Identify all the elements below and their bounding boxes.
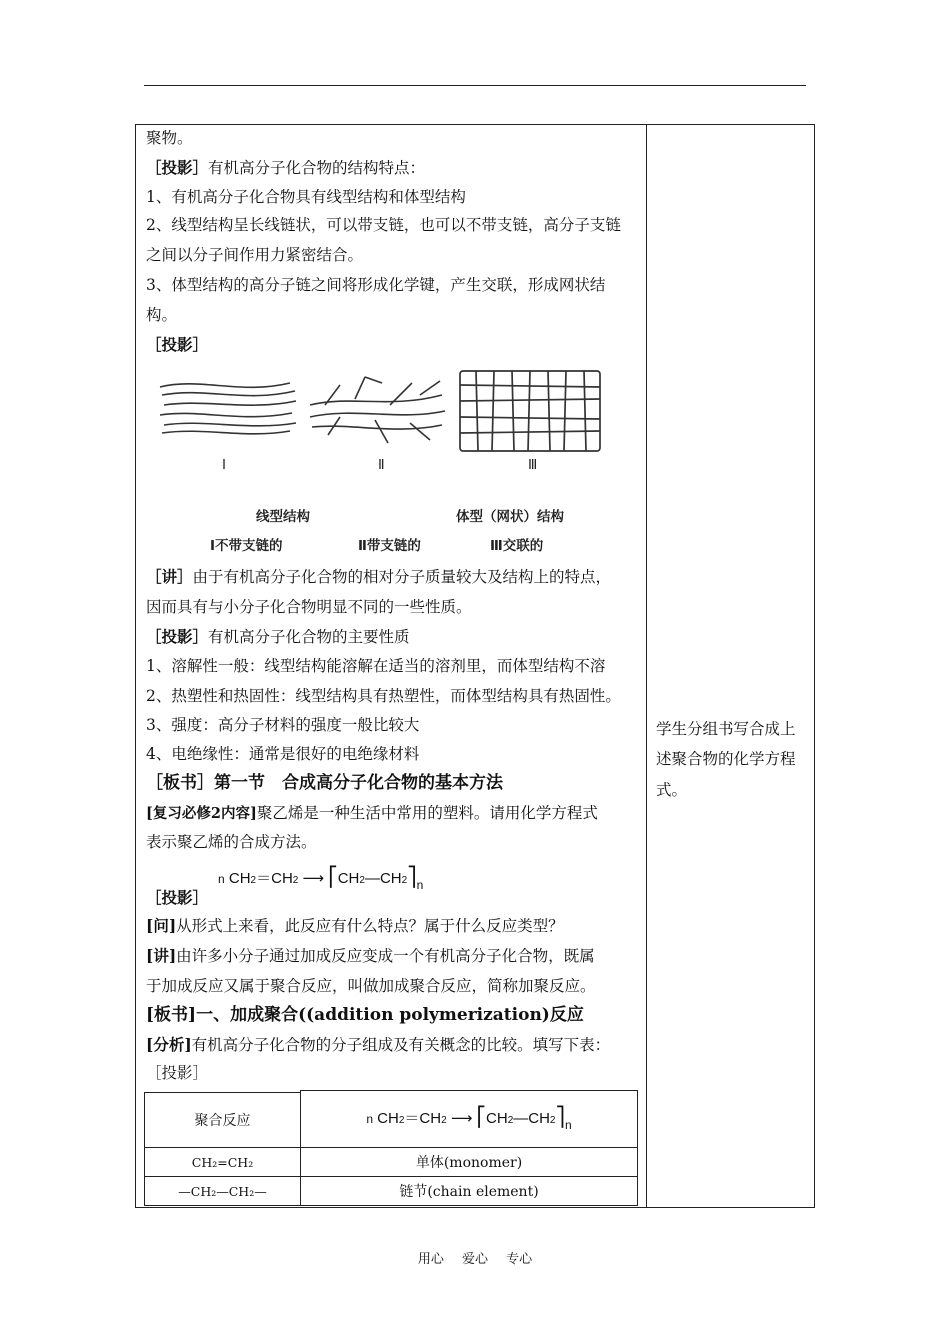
side-note-line: 学生分组书写合成上 [656,720,796,738]
text-line: 表示聚乙烯的合成方法。 [146,833,317,851]
text-line: 2、热塑性和热固性：线型结构具有热塑性，而体型结构具有热固性。 [146,687,621,705]
cell-text: 聚合反应 [194,1113,251,1129]
ch: CH [271,870,293,887]
cell-text: —CH₂—CH₂— [178,1183,267,1199]
polymer-concept-table [144,1090,638,1208]
text-line: 于加成反应又属于聚合反应，叫做加成聚合反应，简称加聚反应。 [146,977,596,995]
table-cell [300,1176,638,1206]
sub: 2 [292,875,299,886]
table-cell [144,1176,301,1206]
text-line [146,566,611,588]
ch: CH [377,1110,399,1127]
label-roman-3: Ⅲ [528,457,538,473]
text-line: 3、强度：高分子材料的强度一般比较大 [146,716,420,734]
text-line: 1、有机高分子化合物具有线型结构和体型结构 [146,188,466,206]
sub-n: n [416,878,424,892]
ch: CH [337,870,360,887]
tag: ［投影］ [146,888,209,907]
board-heading: [板书]一、加成聚合((addition polymerization)反应 [146,1005,584,1025]
text-line [146,945,595,967]
bracket-open: ⎡ [476,1107,487,1128]
arrow-icon: ⟶ [450,1110,473,1127]
ch: CH [419,1110,442,1127]
side-note-line: 式。 [656,781,688,799]
table-cell [300,1090,638,1148]
text-line: 4、电绝缘性：通常是很好的电绝缘材料 [146,745,420,763]
ch: CH [528,1110,550,1127]
text: 从形式上来看，此反应有什么特点？属于什么反应类型？ [176,917,564,935]
text-line: 聚物。 [146,129,193,147]
text-line [146,626,410,648]
tag: [问] [146,916,177,935]
bracket-close: ⎤ [407,867,417,888]
polymer-structure-figure [150,365,640,560]
bond: — [364,870,380,887]
bracket-close: ⎤ [555,1107,565,1128]
coef-n: n [366,1112,373,1126]
text-line: ［投影］ [146,1064,209,1082]
double-bond: ＝ [404,1110,420,1127]
text: 有机高分子化合物的主要性质 [208,628,410,646]
tag: ［投影］ [146,158,209,177]
bracket-open: ⎡ [328,867,338,888]
caption-2: Ⅱ带支链的 [358,538,421,554]
tag: [复习必修2内容] [146,805,257,822]
ch: CH [486,1110,508,1127]
text: 聚乙烯是一种生活中常用的塑料。请用化学方程式 [256,804,598,822]
board-heading: ［板书］第一节 合成高分子化合物的基本方法 [146,773,503,793]
label-network: 体型（网状）结构 [456,509,564,525]
text-line [146,157,425,179]
ch: CH [228,870,251,887]
text-line: 构。 [146,306,178,324]
network-chains [460,371,600,451]
text: 有机高分子化合物的结构特点： [208,159,426,177]
linear-chains [160,383,296,434]
sub: 2 [250,875,257,886]
double-bond: ＝ [256,870,272,887]
cell-text: CH₂=CH₂ [191,1154,254,1170]
tag: ［投影］ [146,627,209,646]
tag: [分析] [146,1035,192,1054]
tag: [讲] [146,946,177,965]
caption-1: Ⅰ不带支链的 [210,538,283,554]
sub-n: n [564,1118,572,1132]
text-line: 之间以分子间作用力紧密结合。 [146,246,364,264]
text-line: 3、体型结构的高分子链之间将形成化学键，产生交联，形成网状结 [146,276,606,294]
arrow-icon: ⟶ [302,870,325,887]
tag: ［投影］ [146,335,209,354]
cell-text: 链节(chain element) [399,1184,539,1200]
text-line: 因而具有与小分子化合物明显不同的一些性质。 [146,598,472,616]
table-cell [144,1147,301,1177]
caption-3: Ⅲ交联的 [490,538,544,554]
text-line: 2、线型结构呈长线链状，可以带支链，也可以不带支链，高分子支链 [146,216,621,234]
branched-chains [310,377,445,443]
polymerization-equation [218,866,423,892]
column-divider [646,124,647,1208]
header-rule [144,85,806,86]
page-footer: 用心 爱心 专心 [417,1252,533,1267]
coef-n: n [218,872,225,886]
sub: 2 [359,875,365,886]
cell-text: 单体(monomer) [415,1155,523,1171]
tag: ［讲］ [146,567,193,586]
sub: 2 [398,1115,405,1126]
label-roman-2: Ⅱ [378,457,385,473]
text-line [146,802,598,825]
text-line [146,1034,610,1056]
label-roman-1: Ⅰ [222,457,226,473]
text-line: 1、溶解性一般：线型结构能溶解在适当的溶剂里，而体型结构不溶 [146,657,606,675]
bond: — [513,1110,529,1127]
ch: CH [379,870,402,887]
sub: 2 [401,875,408,886]
table-cell [144,1092,301,1148]
sub: 2 [441,1115,447,1126]
label-linear: 线型结构 [256,509,310,525]
side-note-line: 述聚合物的化学方程 [656,750,796,768]
sub: 2 [507,1115,514,1126]
polymerization-equation [366,1106,571,1132]
text-line [146,915,564,937]
sub: 2 [549,1115,556,1126]
text: 由许多小分子通过加成反应变成一个有机高分子化合物，既属 [176,947,595,965]
text: 有机高分子化合物的分子组成及有关概念的比较。填写下表： [191,1036,611,1054]
text: 由于有机高分子化合物的相对分子质量较大及结构上的特点， [192,568,612,586]
table-cell [300,1147,638,1177]
